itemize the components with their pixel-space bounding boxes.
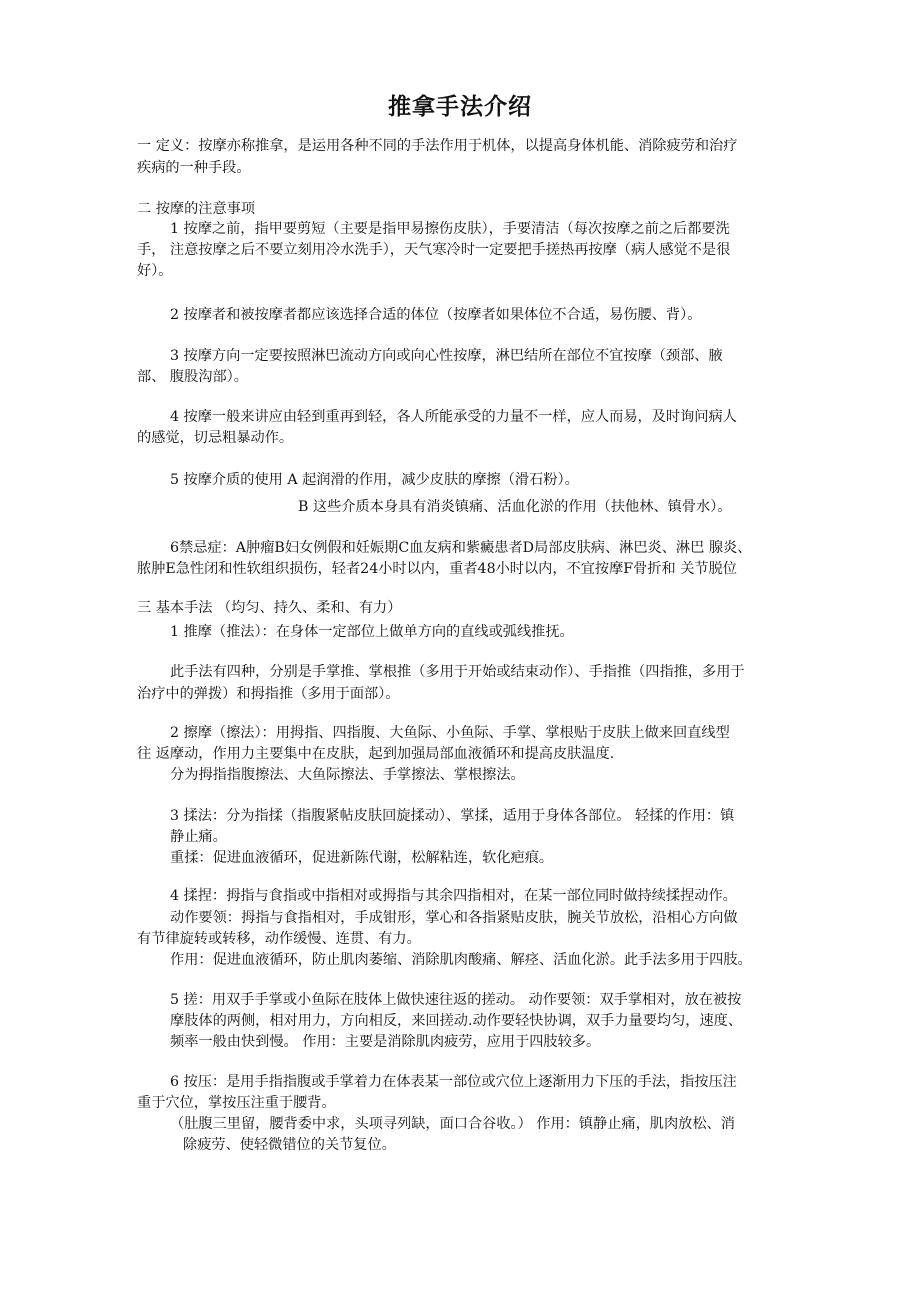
technique-5-line-2: 摩肢体的两侧，相对用力，方向相反，来回搓动.动作要轻快协调，双手力量要均匀，速度、: [170, 1013, 743, 1029]
technique-4-line-4: 作用：促进血液循环，防止肌肉萎缩、消除肌肉酸痛、解痉、活血化淤。此手法多用于四肢。: [170, 952, 752, 968]
technique-1-line-3: 治疗中的弹拨）和拇指推（多用于面部）。: [137, 686, 400, 702]
technique-6-line-1: 6 按压：是用手指指腹或手掌着力在体表某一部位或穴位上逐渐用力下压的手法，指按压注: [170, 1074, 737, 1090]
precaution-1-line-2: 手， 注意按摩之后不要立刻用冷水洗手），天气寒冷时一定要把手搓热再按摩（病人感觉不是很: [137, 242, 731, 258]
precaution-3-line-2: 部、 腹股沟部）。: [137, 369, 248, 385]
section-heading-techniques: 三 基本手法 （均匀、持久、柔和、有力）: [137, 600, 402, 616]
technique-5-line-3: 频率一般由快到慢。 作用：主要是消除肌肉疲劳，应用于四肢较多。: [170, 1034, 601, 1050]
technique-4-line-3: 有节律旋转或转移，动作缓慢、连贯、有力。: [137, 931, 421, 947]
document-title: 推拿手法介绍: [388, 94, 532, 120]
technique-6-line-2: 重于穴位，掌按压注重于腰背。: [137, 1095, 336, 1111]
technique-1-line-1: 1 推摩（推法）：在身体一定部位上做单方向的直线或弧线推抚。: [170, 624, 574, 640]
precaution-5-line-2: B 这些介质本身具有消炎镇痛、活血化淤的作用（扶他林、镇骨水）。: [298, 499, 732, 515]
technique-5-line-1: 5 搓：用双手手掌或小鱼际在肢体上做快速往返的搓动。 动作要领：双手掌相对，放在被按: [170, 992, 742, 1008]
precaution-4-line-2: 的感觉，切忌粗暴动作。: [137, 430, 294, 446]
definition-line-2: 疾病的一种手段。: [137, 160, 251, 176]
precaution-3-line-1: 3 按摩方向一定要按照淋巴流动方向或向心性按摩，淋巴结所在部位不宜按摩（颈部、腋: [170, 348, 723, 364]
technique-2-line-2: 往 返摩动，作用力主要集中在皮肤，起到加强局部血液循环和提高皮肤温度.: [137, 746, 615, 762]
technique-3-line-2: 静止痛。: [170, 829, 227, 845]
definition-line-1: 一 定义：按摩亦称推拿，是运用各种不同的手法作用于机体，以提高身体机能、消除疲劳和治疗: [137, 138, 738, 154]
technique-4-line-1: 4 揉捏：拇指与食指或中指相对或拇指与其余四指相对，在某一部位同时做持续揉捏动作。: [170, 888, 737, 904]
contraindication-line-1: 6禁忌症：A肿瘤B妇女例假和妊娠期C血友病和紫癜患者D局部皮肤病、淋巴炎、淋巴 腺炎、: [170, 540, 752, 556]
contraindication-line-2: 脓肿E急性闭和性软组织损伤，轻者24小时以内，重者48小时以内，不宜按摩F骨折和 关节脱位: [137, 561, 737, 577]
precaution-1-line-3: 好）。: [137, 263, 173, 279]
precaution-4-line-1: 4 按摩一般来讲应由轻到重再到轻，各人所能承受的力量不一样，应人而易，及时询问病人: [170, 409, 737, 425]
precaution-5-line-1: 5 按摩介质的使用 A 起润滑的作用，减少皮肤的摩擦（滑石粉）。: [170, 472, 579, 488]
precaution-1-line-1: 1 按摩之前，指甲要剪短（主要是指甲易擦伤皮肤），手要清洁（每次按摩之前之后都要洗: [170, 221, 730, 237]
technique-1-line-2: 此手法有四种，分别是手掌推、掌根推（多用于开始或结束动作）、手指推（四指推，多用于: [170, 664, 745, 680]
section-heading-precautions: 二 按摩的注意事项: [137, 201, 256, 217]
technique-3-line-3: 重揉：促进血液循环，促进新陈代谢，松解粘连，软化疤痕。: [170, 850, 554, 866]
technique-3-line-1: 3 揉法：分为指揉（指腹紧帖皮肤回旋揉动）、掌揉，适用于身体各部位。 轻揉的作用：镇: [170, 808, 735, 824]
technique-4-line-2: 动作要领：拇指与食指相对，手成钳形，掌心和各指紧贴皮肤，腕关节放松，沿相心方向做: [170, 910, 738, 926]
technique-2-line-3: 分为拇指指腹擦法、大鱼际擦法、手掌擦法、掌根擦法。: [170, 767, 525, 783]
technique-6-line-3: （肚腹三里留，腰背委中求，头项寻列缺，面口合谷收。） 作用：镇静止痛，肌肉放松、消: [170, 1116, 735, 1132]
technique-2-line-1: 2 擦摩（擦法）：用拇指、四指腹、大鱼际、小鱼际、手掌、掌根贴于皮肤上做来回直线型: [170, 725, 730, 741]
technique-6-line-4: 除疲劳、使轻微错位的关节复位。: [183, 1137, 396, 1153]
precaution-2-line-1: 2 按摩者和被按摩者都应该选择合适的体位（按摩者如果体位不合适，易伤腰、背）。: [170, 307, 702, 323]
